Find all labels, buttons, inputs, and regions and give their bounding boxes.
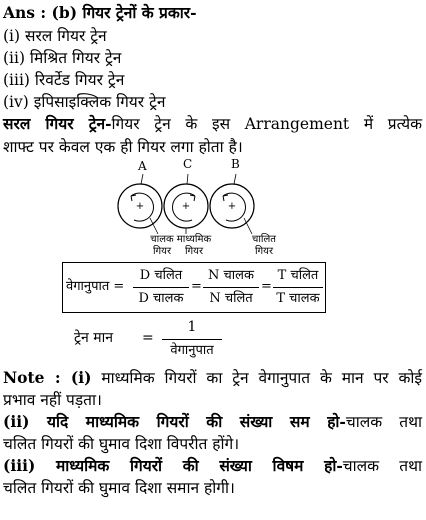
gear-label-b: B [231, 157, 240, 171]
velocity-ratio-label: वेगानुपात = [66, 279, 125, 294]
label-c-leader [187, 174, 188, 184]
train-value-bar [162, 339, 222, 340]
simple-train-text-2: शाफ्ट पर केवल एक ही गियर लगा होता है। [3, 138, 243, 156]
gear-label-c: C [183, 157, 193, 171]
f3-bar [273, 287, 323, 288]
f2-numerator: N चालक [208, 268, 254, 283]
gear-b-center: + [227, 201, 237, 212]
answer-prefix: Ans : (b) [3, 3, 83, 22]
note-line-1 [3, 367, 422, 389]
note-ii-line-2: चलित गियरों की घुमाव दिशा विपरीत होंगे। [3, 435, 240, 453]
label-a-leader [141, 174, 143, 184]
gear-label-a: A [138, 159, 147, 173]
type-item-4: (iv) इपिसाइक्लिक गियर ट्रेन [3, 93, 166, 111]
train-value-numerator: 1 [187, 319, 197, 335]
f1-numerator: D चलित [139, 268, 183, 283]
type-item-2: (ii) मिश्रित गियर ट्रेन [3, 49, 122, 67]
label-b-leader [234, 174, 236, 184]
note-iii-line-2: चलित गियरों की घुमाव दिशा समान होगी। [3, 479, 235, 497]
train-value-label: ट्रेन मान [74, 330, 114, 346]
note-ii-bold: (ii) यदि माध्यमिक गियरों की संख्या सम हो- [3, 412, 346, 431]
f3-numerator: T चलित [277, 268, 319, 283]
note-text-1: माध्यमिक गियरों का ट्रेन वेगानुपात के मान पर कोई [101, 369, 422, 387]
driver-gear-label: चालक गियर [150, 234, 174, 257]
gear-a-center: + [135, 201, 145, 212]
train-value-denominator: वेगानुपात [170, 343, 214, 358]
note-iii-bold: (iii) माध्यमिक गियरों की संख्या विषम हो- [3, 456, 343, 475]
note-ii-rest: चालक तथा [345, 413, 422, 431]
simple-train-title: सरल गियर ट्रेन- [3, 114, 112, 133]
note-iii-line-1 [3, 455, 422, 477]
velocity-ratio-formula-box [62, 262, 326, 313]
f3-denominator: T चालक [276, 291, 320, 306]
type-item-3: (iii) रिवर्टेड गियर ट्रेन [3, 71, 125, 89]
idler-gear-label: माध्यमिक गियर [176, 234, 212, 257]
note-ii-line-1 [3, 411, 422, 433]
train-value-eq: = [142, 330, 154, 346]
eq-sign-1: = [191, 279, 202, 294]
note-iii-rest: चालक तथा [342, 457, 422, 475]
note-prefix: Note : (i) [3, 368, 92, 387]
f1-denominator: D चालक [138, 291, 184, 306]
heading-text: गियर ट्रेनों के प्रकार- [82, 3, 197, 22]
type-item-1: (i) सरल गियर ट्रेन [3, 27, 107, 45]
driven-gear-label: चालित गियर [251, 234, 276, 257]
f2-bar [203, 287, 259, 288]
gear-c-center: + [181, 201, 191, 212]
answer-heading [3, 2, 422, 24]
f2-denominator: N चलित [209, 291, 253, 306]
simple-train-line-1 [3, 113, 422, 135]
f1-bar [133, 287, 189, 288]
note-text-2: प्रभाव नहीं पड़ता। [3, 391, 102, 409]
simple-train-text-1: गियर ट्रेन के इस Arrangement में प्रत्येक [111, 115, 422, 133]
eq-sign-2: = [261, 279, 272, 294]
